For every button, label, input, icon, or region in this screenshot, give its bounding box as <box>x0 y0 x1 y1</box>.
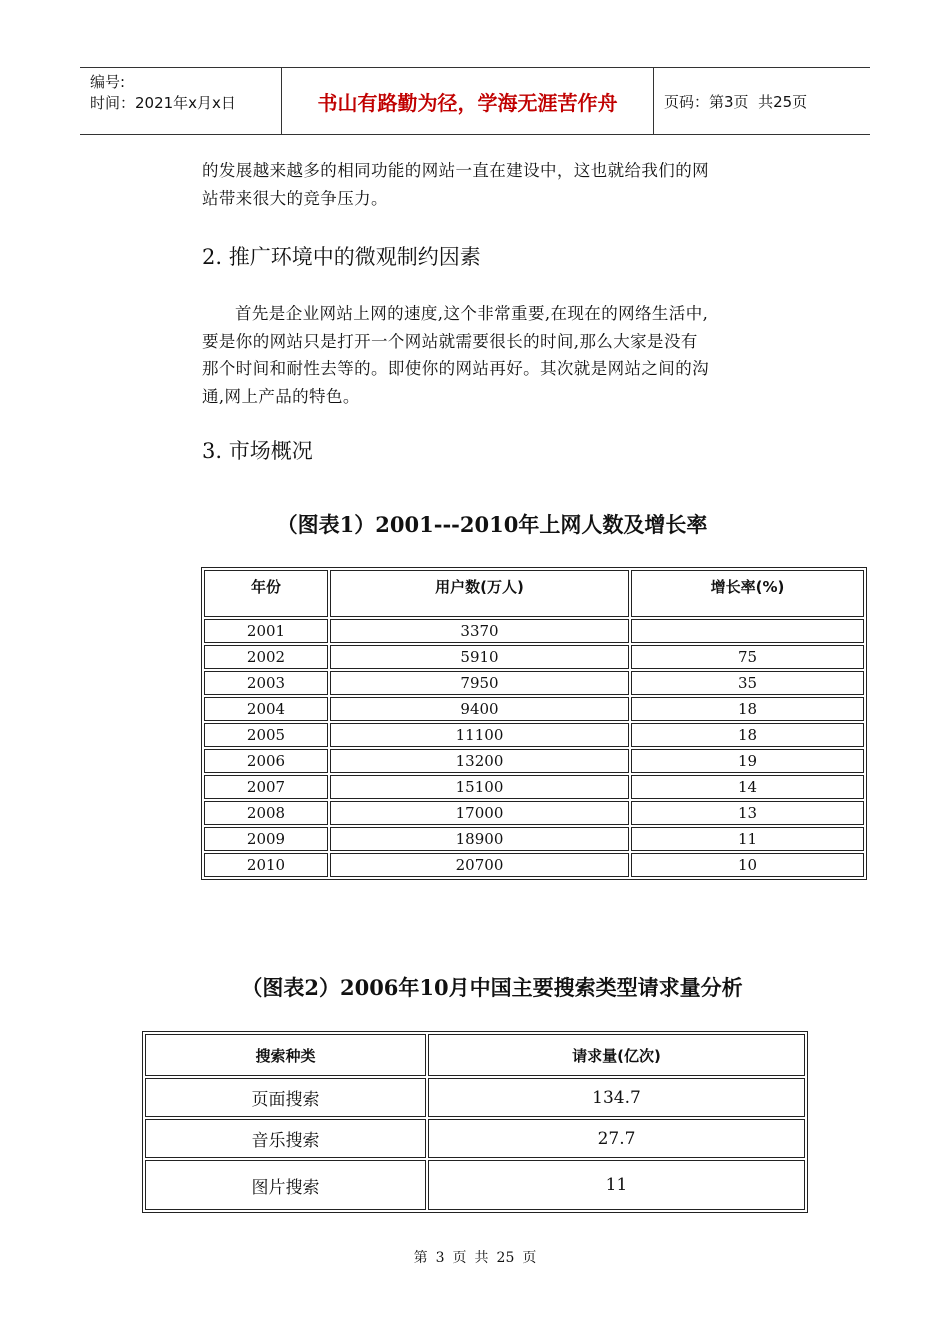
page-header <box>80 67 870 135</box>
header-page-info <box>654 68 870 134</box>
table-row <box>204 749 864 773</box>
column-header-requests: 请求量(亿次) <box>428 1034 805 1076</box>
footer-word: 页 <box>452 1250 467 1266</box>
table-cell: 14 <box>631 775 864 799</box>
table-cell: 2009 <box>204 827 328 851</box>
internet-users-table <box>201 567 867 880</box>
paragraph-line: 要是你的网站只是打开一个网站就需要很长的时间,那么大家是没有 <box>202 331 698 351</box>
table-cell: 9400 <box>330 697 629 721</box>
table-cell: 15100 <box>330 775 629 799</box>
table-row <box>204 853 864 877</box>
table-row <box>145 1119 805 1158</box>
header-number-label: 编号: <box>90 73 126 91</box>
table-cell: 18 <box>631 723 864 747</box>
table-header-row <box>145 1034 805 1076</box>
table-cell: 2005 <box>204 723 328 747</box>
table-cell: 19 <box>631 749 864 773</box>
header-motto: 书山有路勤为径，学海无涯苦作舟 <box>281 68 654 134</box>
table-cell <box>631 619 864 643</box>
table-cell: 图片搜索 <box>145 1160 426 1210</box>
table-cell: 2008 <box>204 801 328 825</box>
table-row <box>204 801 864 825</box>
table-cell: 11 <box>428 1160 805 1210</box>
column-header-users: 用户数(万人) <box>330 570 629 617</box>
table-row <box>204 723 864 747</box>
header-page-label: 页码：第3页 共25页 <box>664 92 808 111</box>
page-footer <box>0 1247 950 1267</box>
search-requests-table <box>142 1031 808 1213</box>
table-cell: 10 <box>631 853 864 877</box>
column-header-year: 年份 <box>204 570 328 617</box>
section-heading-3: 3. 市场概况 <box>202 439 313 463</box>
header-time-label: 时间：2021年x月x日 <box>90 94 236 112</box>
table-cell: 18 <box>631 697 864 721</box>
footer-word: 页 <box>522 1250 537 1266</box>
footer-word: 共 <box>474 1250 489 1266</box>
table-row <box>204 827 864 851</box>
table-cell: 11 <box>631 827 864 851</box>
table-cell: 27.7 <box>428 1119 805 1158</box>
table-cell: 3370 <box>330 619 629 643</box>
paragraph-2 <box>202 300 782 410</box>
paragraph-line: 的发展越来越多的相同功能的网站一直在建设中，这也就给我们的网 <box>202 161 709 180</box>
table-cell: 2004 <box>204 697 328 721</box>
table-cell: 18900 <box>330 827 629 851</box>
paragraph-line: 站带来很大的竞争压力。 <box>202 188 388 208</box>
table-cell: 134.7 <box>428 1078 805 1117</box>
table-cell: 音乐搜索 <box>145 1119 426 1158</box>
footer-page-number: 3 <box>435 1250 445 1266</box>
table-cell: 2010 <box>204 853 328 877</box>
table-row <box>204 697 864 721</box>
table-cell: 2003 <box>204 671 328 695</box>
paragraph-line: 那个时间和耐性去等的。即使你的网站再好。其次就是网站之间的沟 <box>202 359 709 378</box>
table-cell: 2007 <box>204 775 328 799</box>
table-cell: 17000 <box>330 801 629 825</box>
section-heading-2: 2. 推广环境中的微观制约因素 <box>202 245 481 269</box>
paragraph-line: 首先是企业网站上网的速度,这个非常重要,在现在的网络生活中, <box>235 304 709 323</box>
paragraph-1 <box>202 157 782 212</box>
column-header-search-type: 搜索种类 <box>145 1034 426 1076</box>
column-header-growth: 增长率(%) <box>631 570 864 617</box>
header-meta <box>80 68 281 134</box>
table-cell: 75 <box>631 645 864 669</box>
table-header-row <box>204 570 864 617</box>
table-row <box>145 1160 805 1210</box>
table-cell: 20700 <box>330 853 629 877</box>
paragraph-line: 通,网上产品的特色。 <box>202 386 360 406</box>
table-cell: 13200 <box>330 749 629 773</box>
table-row <box>204 671 864 695</box>
table-cell: 7950 <box>330 671 629 695</box>
table-cell: 11100 <box>330 723 629 747</box>
table-row <box>204 645 864 669</box>
table-cell: 13 <box>631 801 864 825</box>
table-row <box>145 1078 805 1117</box>
table-cell: 2002 <box>204 645 328 669</box>
table-cell: 5910 <box>330 645 629 669</box>
table-row <box>204 619 864 643</box>
table-cell: 页面搜索 <box>145 1078 426 1117</box>
table-cell: 2001 <box>204 619 328 643</box>
footer-word: 第 <box>413 1250 428 1266</box>
table1-caption: （图表1）2001---2010年上网人数及增长率 <box>276 512 708 537</box>
table-row <box>204 775 864 799</box>
table2-caption: （图表2）2006年10月中国主要搜索类型请求量分析 <box>241 975 743 1000</box>
footer-total-pages: 25 <box>496 1250 515 1266</box>
table-cell: 35 <box>631 671 864 695</box>
table-cell: 2006 <box>204 749 328 773</box>
